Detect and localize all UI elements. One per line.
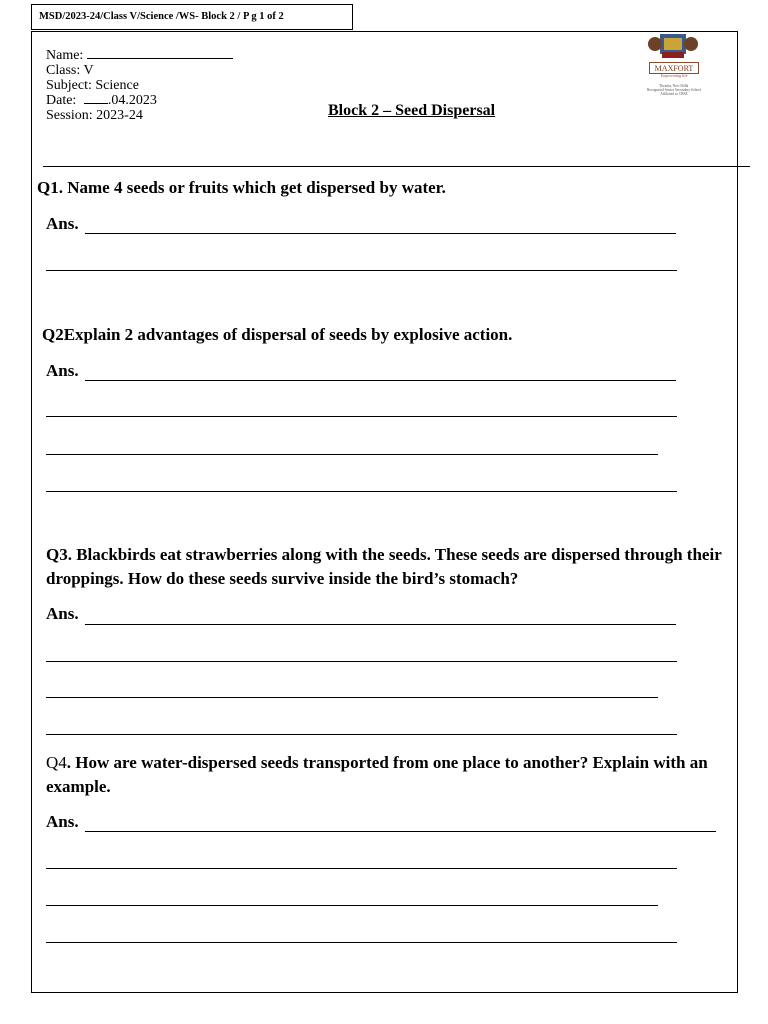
answer-4-line[interactable] bbox=[46, 868, 677, 869]
school-address-line3: Affiliated to CBSE bbox=[660, 92, 688, 96]
subject-row: Subject: Science bbox=[46, 78, 139, 93]
question-2: Q2Explain 2 advantages of dispersal of seeds by explosive action. bbox=[42, 325, 513, 344]
date-label: Date: bbox=[46, 93, 77, 108]
student-info bbox=[46, 48, 233, 123]
answer-2-label: Ans. bbox=[46, 361, 79, 380]
answer-4-line[interactable] bbox=[46, 942, 677, 943]
answer-3-line[interactable] bbox=[46, 697, 658, 698]
name-row bbox=[46, 48, 233, 63]
answer-3-line[interactable] bbox=[46, 661, 677, 662]
session-row: Session: 2023-24 bbox=[46, 108, 143, 123]
answer-1-line[interactable] bbox=[85, 233, 676, 234]
answer-4-label: Ans. bbox=[46, 812, 79, 831]
question-3: Q3. Blackbirds eat strawberries along with the seeds. These seeds are dispersed through their droppings. How do these seeds survive inside the bird’s stomach? bbox=[46, 545, 722, 588]
answer-2-line[interactable] bbox=[46, 454, 658, 455]
question-1: Q1. Name 4 seeds or fruits which get dispersed by water. bbox=[37, 178, 446, 197]
question-4-text: . How are water-dispersed seeds transported from one place to another? Explain with an example. bbox=[46, 753, 708, 796]
answer-2-line[interactable] bbox=[46, 491, 677, 492]
answer-3-line[interactable] bbox=[85, 624, 676, 625]
date-value: .04.2023 bbox=[107, 93, 157, 108]
school-address-line1: Dwarka, New Delhi bbox=[659, 84, 689, 88]
answer-4-line[interactable] bbox=[46, 905, 658, 906]
document-code: MSD/2023-24/Class V/Science /WS- Block 2 / P g 1 of 2 bbox=[39, 11, 284, 22]
document-code-box bbox=[31, 4, 353, 30]
date-day-field[interactable] bbox=[84, 103, 108, 104]
question-4-number: Q4 bbox=[46, 753, 67, 772]
answer-1-label: Ans. bbox=[46, 214, 79, 233]
answer-2-line[interactable] bbox=[46, 416, 677, 417]
answer-4-line[interactable] bbox=[85, 831, 716, 832]
header-separator bbox=[43, 166, 750, 167]
school-address bbox=[636, 84, 712, 96]
answer-3-line[interactable] bbox=[46, 734, 677, 735]
answer-2-line[interactable] bbox=[85, 380, 676, 381]
answer-1-line[interactable] bbox=[46, 270, 677, 271]
date-row bbox=[46, 93, 233, 108]
class-row: Class: V bbox=[46, 63, 94, 78]
worksheet-title: Block 2 – Seed Dispersal bbox=[328, 102, 496, 119]
school-address-line2: Recognised Senior Secondary School bbox=[647, 88, 701, 92]
name-label: Name: bbox=[46, 48, 84, 63]
name-field[interactable] bbox=[87, 58, 233, 59]
question-4 bbox=[46, 751, 736, 799]
school-logo-name: MAXFORT bbox=[649, 62, 699, 74]
school-logo-tagline: Empowering life bbox=[660, 73, 688, 78]
answer-3-label: Ans. bbox=[46, 604, 79, 623]
